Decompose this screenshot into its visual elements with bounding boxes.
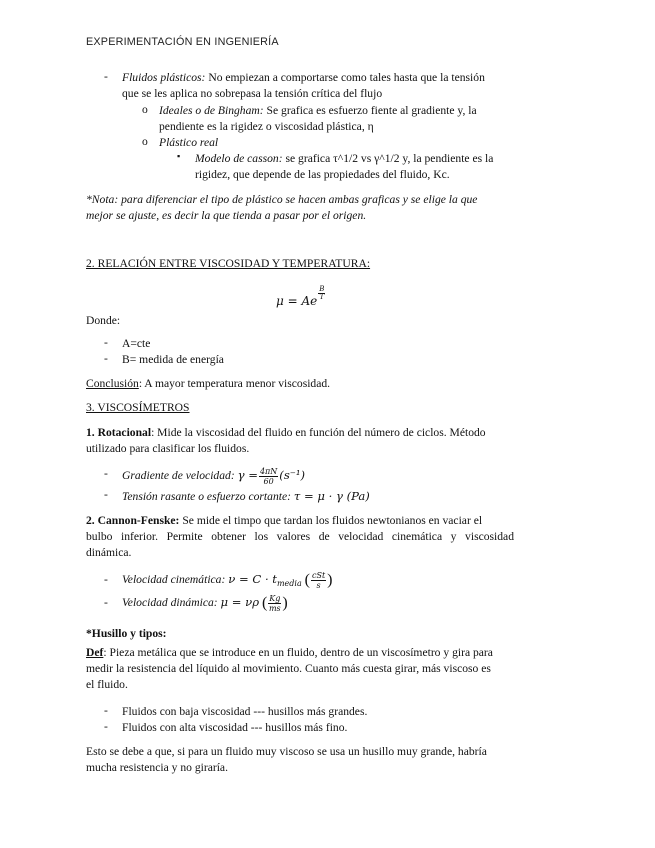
bingham-text-2: pendiente es la rigidez o viscosidad plástica, η <box>159 120 374 133</box>
bullet-dash: - <box>104 573 108 586</box>
exp-den: T <box>319 293 325 301</box>
bullet-dash: - <box>104 336 108 349</box>
casson-text-2: rigidez, que depende de las propiedades del fluido, Kc. <box>195 168 450 181</box>
plasticos-text-2: que se les aplica no sobrepasa la tensión crítica del flujo <box>122 87 383 100</box>
section2-heading: 2. RELACIÓN ENTRE VISCOSIDAD Y TEMPERATURA: <box>86 257 371 270</box>
cannon-paragraph <box>86 513 514 529</box>
cannon-label: 2. Cannon-Fenske: <box>86 514 180 527</box>
grad-num: 4πN <box>259 467 278 476</box>
bullet-dash: - <box>104 70 108 83</box>
bullet-dash: - <box>104 704 108 717</box>
gradiente-item <box>122 467 305 486</box>
bullet-square: ▪ <box>177 151 181 161</box>
vcin-item <box>122 571 333 592</box>
bullet-dash: - <box>104 352 108 365</box>
exp-num: B <box>319 285 325 293</box>
formula-lhs: μ = Ae <box>276 294 318 308</box>
vdin-label: Velocidad dinámica: <box>122 596 218 610</box>
plasticos-line-1 <box>122 70 485 86</box>
vcin-num: cSt <box>311 571 326 580</box>
bullet-dash: - <box>104 596 108 609</box>
rotacional-label: 1. Rotacional <box>86 426 152 439</box>
plastico-real-title: Plástico real <box>159 136 219 149</box>
casson-line-1 <box>195 151 493 167</box>
def-text-1: : Pieza metálica que se introduce en un fluido, dentro de un viscosímetro y gira para <box>103 646 493 659</box>
tension-item <box>122 488 370 505</box>
donde-label: Donde: <box>86 314 121 327</box>
def-line-1 <box>86 645 493 661</box>
tension-formula: τ = μ · γ (Pa) <box>293 489 370 503</box>
bingham-text-1: Se grafica es esfuerzo fiente al gradiente y, la <box>263 104 477 117</box>
paren-close: ) <box>327 571 333 589</box>
vdin-formula: μ = νρ <box>220 595 260 610</box>
def-label: Def <box>86 646 104 659</box>
bingham-line-1 <box>159 103 477 119</box>
husillo-item-1: Fluidos con baja viscosidad --- husillos más grandes. <box>122 705 368 718</box>
gradiente-formula: γ = <box>237 468 258 483</box>
formula-exponent <box>318 286 325 301</box>
grad-den: 60 <box>263 477 274 486</box>
def-text-2: medir la resistencia del líquido al movimiento. Cuanto más cuesta girar, más viscoso es <box>86 662 491 675</box>
cannon-text-3: dinámica. <box>86 546 132 559</box>
vcin-den: s <box>316 581 321 590</box>
vdin-fraction <box>268 594 281 613</box>
paren-close: ) <box>282 594 288 612</box>
donde-item-a: A=cte <box>122 337 151 350</box>
cannon-text-2: bulbo inferior. Permite obtener los valores de velocidad cinemática y viscosidad <box>86 530 514 543</box>
vdin-den: ms <box>268 604 281 613</box>
vcin-formula: ν = C · t <box>228 572 277 587</box>
page-header: EXPERIMENTACIÓN EN INGENIERÍA <box>86 36 279 48</box>
husillo-title-text: *Husillo y tipos: <box>86 627 167 640</box>
section3-heading: 3. VISCOSÍMETROS <box>86 401 190 414</box>
donde-item-b: B= medida de energía <box>122 353 224 366</box>
final-text-1: Esto se debe a que, si para un fluido muy viscoso se usa un husillo muy grande, habría <box>86 745 487 758</box>
vcin-label: Velocidad cinemática: <box>122 573 226 587</box>
conclusion <box>86 376 330 392</box>
bullet-o: o <box>142 135 148 148</box>
cannon-text-1: Se mide el timpo que tardan los fluidos newtonianos en vaciar el <box>179 514 483 527</box>
casson-title: Modelo de casson: <box>195 152 283 165</box>
husillo-title <box>86 626 167 642</box>
conclusion-label: Conclusión <box>86 377 139 390</box>
bullet-dash: - <box>104 467 108 480</box>
viscosity-formula <box>276 286 326 309</box>
nota-line-2: mejor se ajuste, es decir la que tienda a pasar por el origen. <box>86 209 367 222</box>
nota-line-1: *Nota: para diferenciar el tipo de plástico se hacen ambas graficas y se elige la que <box>86 193 478 206</box>
paren-open: ( <box>304 571 310 589</box>
bingham-title: Ideales o de Bingham: <box>159 104 264 117</box>
final-text-2: mucha resistencia y no giraría. <box>86 761 228 774</box>
bullet-dash: - <box>104 488 108 501</box>
husillo-item-2: Fluidos con alta viscosidad --- husillos más fino. <box>122 721 348 734</box>
rotacional-line-1 <box>86 425 486 441</box>
vcin-fraction <box>311 571 326 590</box>
vdin-item <box>122 594 288 613</box>
rotacional-text-1: : Mide la viscosidad del fluido en función del número de ciclos. Método <box>151 426 486 439</box>
vdin-num: Kg <box>269 594 281 603</box>
plasticos-text-1: No empiezan a comportarse como tales hasta que la tensión <box>205 71 485 84</box>
conclusion-text: : A mayor temperatura menor viscosidad. <box>138 377 331 390</box>
plasticos-title: Fluidos plásticos: <box>122 71 206 84</box>
gradiente-units: (s⁻¹) <box>279 468 306 483</box>
paren-open: ( <box>261 594 268 612</box>
bullet-o: o <box>142 103 148 116</box>
casson-text-1: se grafica τ^1/2 vs γ^1/2 y, la pendiente es la <box>282 152 494 165</box>
gradiente-fraction <box>259 467 278 486</box>
bullet-dash: - <box>104 720 108 733</box>
vcin-sub: media <box>276 579 302 589</box>
gradiente-label: Gradiente de velocidad: <box>122 469 235 483</box>
rotacional-text-2: utilizado para clasificar los fluidos. <box>86 442 250 455</box>
def-text-3: el fluido. <box>86 678 128 691</box>
tension-label: Tensión rasante o esfuerzo cortante: <box>122 490 291 503</box>
